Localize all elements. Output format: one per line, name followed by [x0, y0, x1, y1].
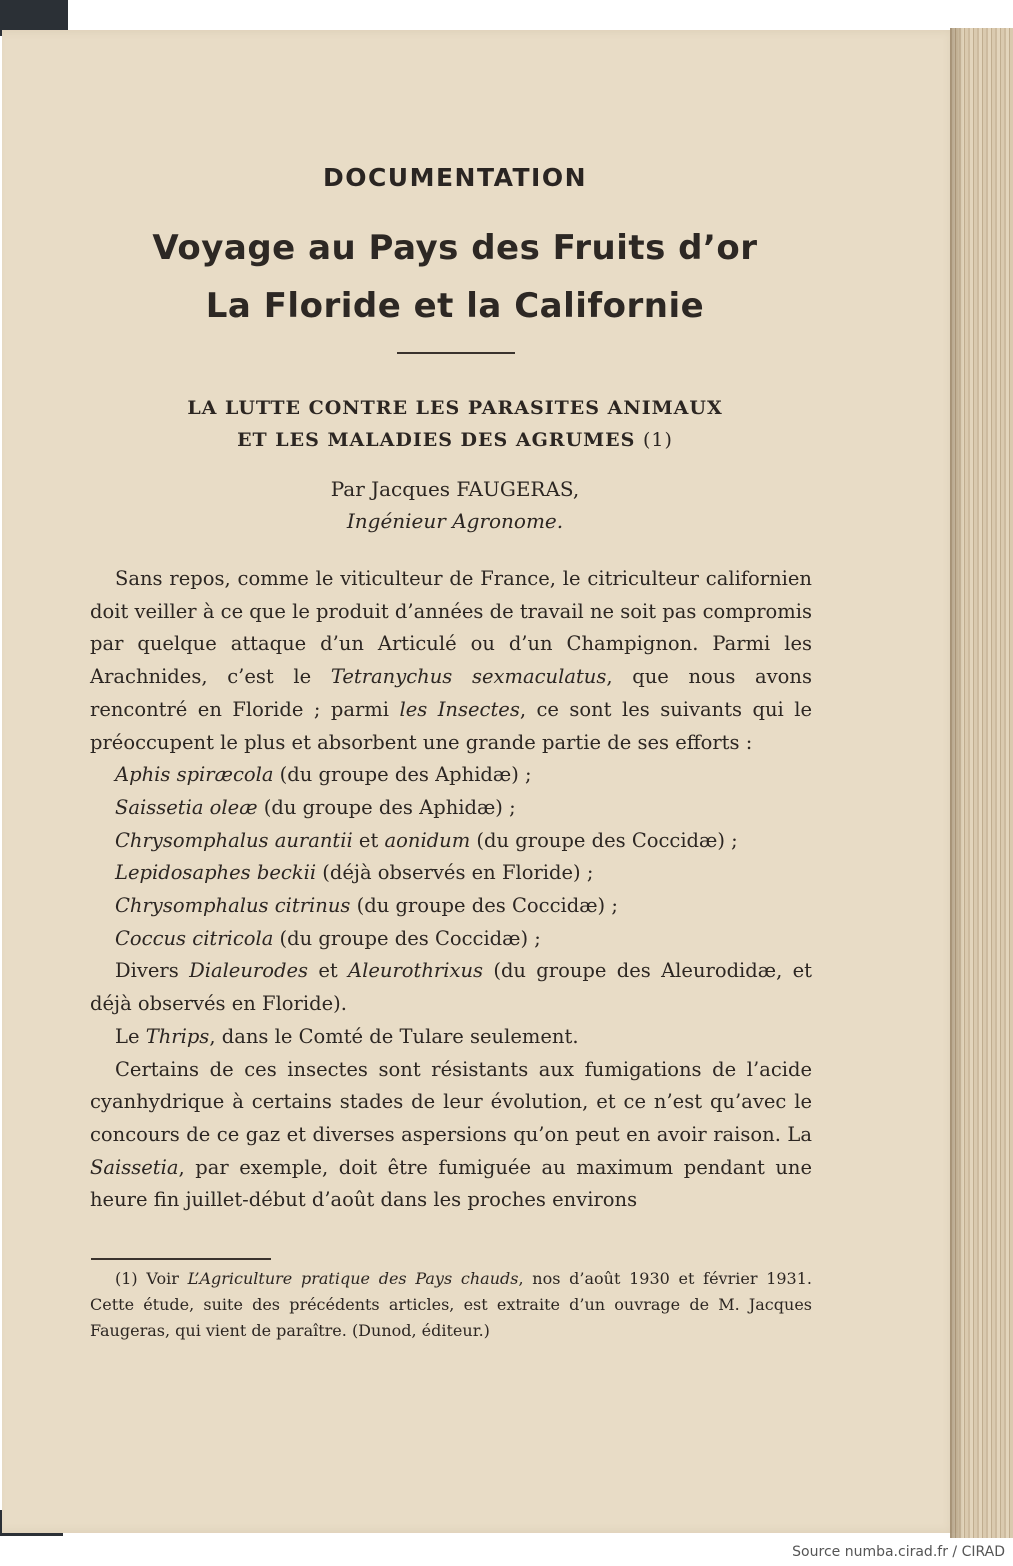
text-run: (du groupe des Aleurodidæ, et déjà observés en Floride).: [90, 959, 812, 1016]
footnote-ref: (1): [643, 429, 673, 451]
species-name: Aleurothrixus: [348, 959, 484, 983]
species-desc: (du groupe des Aphidæ) ;: [257, 795, 516, 819]
source-credit: Source numba.cirad.fr / CIRAD: [792, 1544, 1005, 1560]
species-name: Tetranychus sexmaculatus: [330, 665, 607, 689]
footnote: [90, 1266, 812, 1344]
text-run: (1) Voir: [115, 1269, 188, 1288]
text-run: Sans repos, comme le viticulteur de France, le citriculteur californien doit veiller à ce que le produit d’années de travail ne soit pas compromis par quelque attaque d’un Articulé ou d’un Champignon. Parmi les Arachnides, c’est le: [90, 567, 813, 689]
title-line-1: Voyage au Pays des Fruits d’or: [152, 228, 758, 268]
list-item: [90, 792, 812, 825]
text-run: Le: [115, 1024, 146, 1048]
species-name: Lepidosaphes beckii: [115, 861, 317, 885]
paragraph-fumigation: [90, 1054, 812, 1218]
species-desc: (du groupe des Coccidæ) ;: [273, 926, 541, 950]
species-name: Chrysomphalus citrinus: [115, 894, 351, 918]
subtitle-line-2: [90, 429, 820, 451]
list-item: [90, 759, 812, 792]
text-run: Divers: [115, 959, 190, 983]
text-run: et: [308, 959, 349, 983]
journal-title: L’Agriculture pratique des Pays chauds: [187, 1269, 519, 1288]
subtitle-line-1: LA LUTTE CONTRE LES PARASITES ANIMAUX: [187, 397, 723, 419]
article-body: [90, 563, 812, 1217]
paragraph-divers: [90, 955, 812, 1020]
species-name: Saissetia: [90, 1155, 179, 1179]
title-line-2: La Floride et la Californie: [205, 286, 705, 326]
species-name: Saissetia oleæ: [115, 795, 258, 819]
species-name: Thrips: [145, 1024, 210, 1048]
paragraph-thrips: [90, 1021, 812, 1054]
emphasis-text: les Insectes: [399, 697, 520, 721]
author-line: Par Jacques FAUGERAS,: [330, 477, 580, 501]
title-divider: [397, 352, 515, 354]
footnote-text: [90, 1266, 812, 1344]
footnote-divider: [91, 1258, 271, 1260]
text-run: , par exemple, doit être fumiguée au maximum pendant une heure fin juillet-début d’août dans les proches environs: [90, 1155, 812, 1212]
author-role: Ingénieur Agronome.: [346, 509, 564, 533]
section-label: DOCUMENTATION: [322, 163, 588, 192]
text-run: et: [352, 828, 385, 852]
text-run: , dans le Comté de Tulare seulement.: [209, 1024, 579, 1048]
species-name: Dialeurodes: [189, 959, 309, 983]
list-item: [90, 857, 812, 890]
paragraph-intro: [90, 563, 812, 759]
species-name: Chrysomphalus aurantii: [115, 828, 353, 852]
list-item: [90, 825, 812, 858]
species-desc: (du groupe des Aphidæ) ;: [273, 763, 532, 787]
species-name: Aphis spiræcola: [115, 763, 274, 787]
subtitle-text: ET LES MALADIES DES AGRUMES: [237, 429, 636, 451]
species-name: aonidum: [384, 828, 471, 852]
text-run: Certains de ces insectes sont résistants aux fumigations de l’acide cyanhydrique à certains stades de leur évolution, et ce n’est qu’avec le concours de ce gaz et diverses aspersions qu’on peut en avoir raison. La: [90, 1057, 812, 1146]
species-desc: (du groupe des Coccidæ) ;: [350, 894, 618, 918]
text-run: , nos d’août 1930 et février 1931. Cette étude, suite des précédents articles, est extraite d’un ouvrage de M. Jacques Faugeras, qui vient de paraître. (Dunod, éditeur.): [90, 1269, 813, 1340]
text-run: , que nous avons rencontré en Floride ; parmi: [90, 665, 812, 721]
species-name: Coccus citricola: [115, 926, 274, 950]
text-run: , ce sont les suivants qui le préoccupent le plus et absorbent une grande partie de ses efforts :: [90, 697, 812, 754]
list-item: [90, 923, 812, 956]
species-desc: (du groupe des Coccidæ) ;: [470, 828, 738, 852]
species-desc: (déjà observés en Floride) ;: [316, 861, 594, 885]
list-item: [90, 890, 812, 923]
